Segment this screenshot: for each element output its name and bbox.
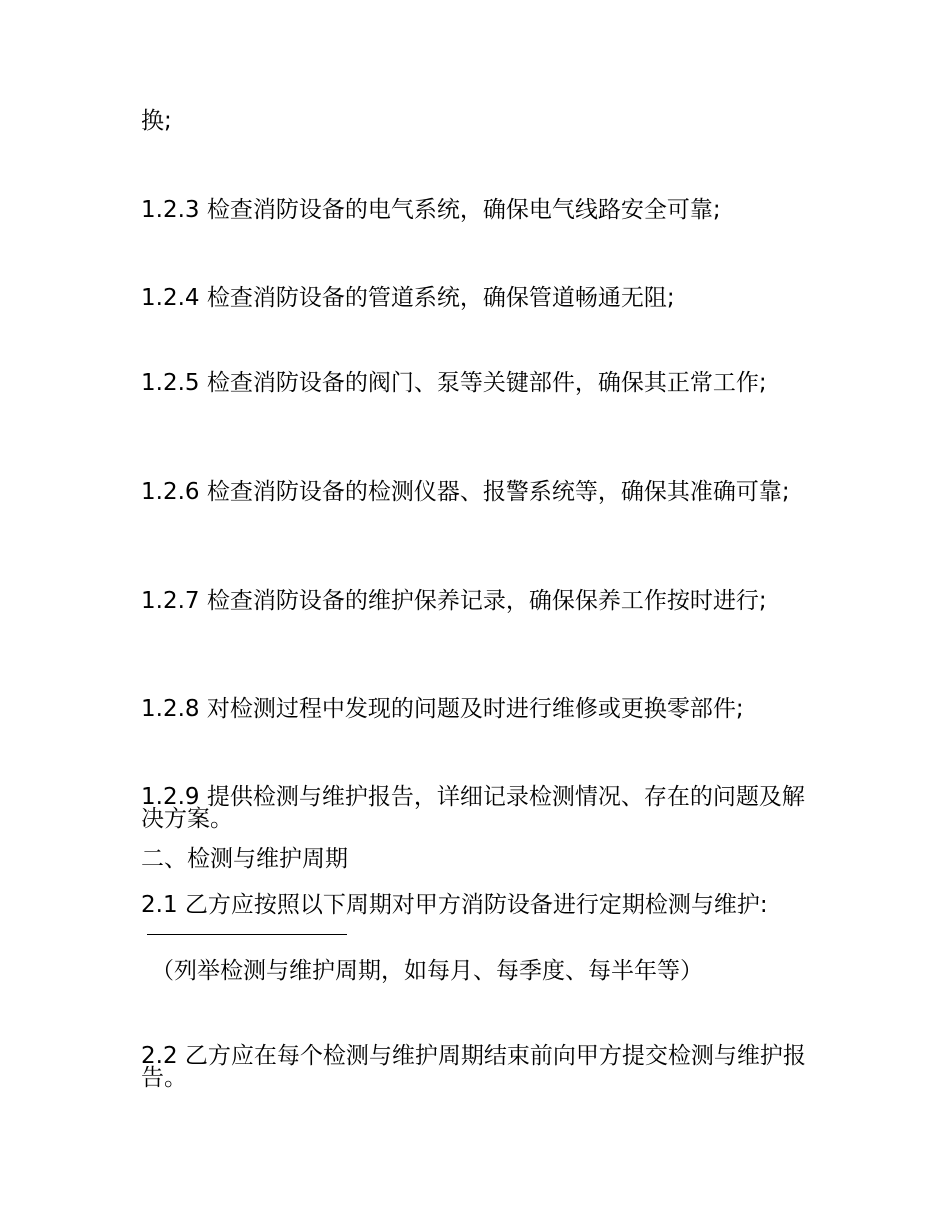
clause-1-2-4: 1.2.4 检查消防设备的管道系统，确保管道畅通无阻; (141, 285, 675, 311)
paragraph-continuation: 换; (141, 108, 172, 134)
fill-in-blank-line (147, 916, 347, 935)
clause-1-2-9: 1.2.9 提供检测与维护报告，详细记录检测情况、存在的问题及解决方案。 (141, 784, 805, 832)
clause-2-1-note: （列举检测与维护周期，如每月、每季度、每半年等） (151, 958, 703, 984)
clause-2-1 (141, 894, 811, 939)
clause-1-2-7: 1.2.7 检查消防设备的维护保养记录，确保保养工作按时进行; (141, 588, 767, 614)
clause-2-2: 2.2 乙方应在每个检测与维护周期结束前向甲方提交检测与维护报告。 (141, 1043, 806, 1091)
clause-1-2-3: 1.2.3 检查消防设备的电气系统，确保电气线路安全可靠; (141, 197, 721, 223)
section-heading-2: 二、检测与维护周期 (141, 846, 348, 872)
clause-1-2-6: 1.2.6 检查消防设备的检测仪器、报警系统等，确保其准确可靠; (141, 479, 790, 505)
clause-2-1-text: 2.1 乙方应按照以下周期对甲方消防设备进行定期检测与维护: (141, 892, 768, 918)
clause-1-2-5: 1.2.5 检查消防设备的阀门、泵等关键部件，确保其正常工作; (141, 370, 767, 396)
clause-1-2-8: 1.2.8 对检测过程中发现的问题及时进行维修或更换零部件; (141, 696, 744, 722)
